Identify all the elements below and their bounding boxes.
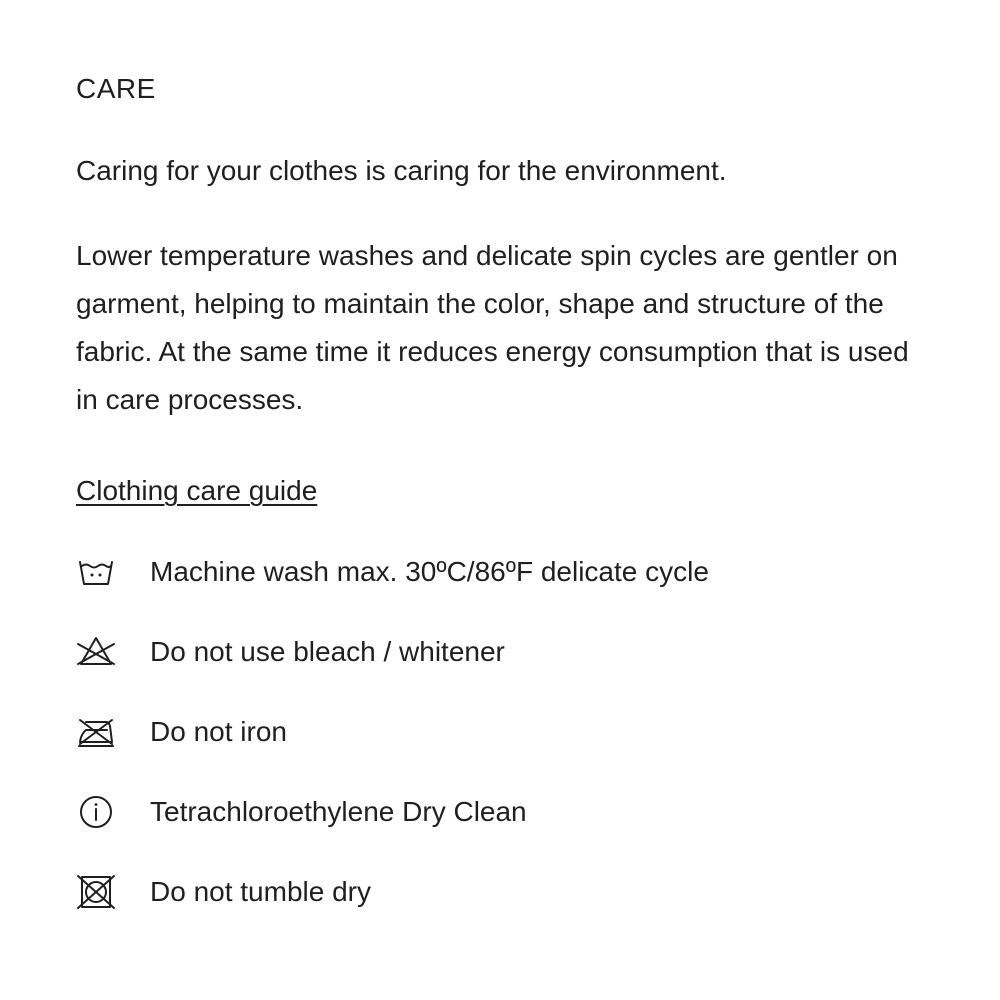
care-item-label: Tetrachloroethylene Dry Clean bbox=[150, 796, 527, 827]
care-item-label: Machine wash max. 30ºC/86ºF delicate cycle bbox=[150, 556, 709, 587]
care-item-label: Do not use bleach / whitener bbox=[150, 636, 505, 667]
care-item-no-bleach bbox=[76, 628, 709, 676]
intro-text: Caring for your clothes is caring for the environment. bbox=[76, 155, 727, 186]
no-iron-icon bbox=[76, 710, 120, 754]
care-item-dry-clean bbox=[76, 788, 709, 836]
no-bleach-icon bbox=[76, 630, 120, 674]
care-item-machine-wash bbox=[76, 548, 709, 596]
care-item-no-tumble-dry bbox=[76, 868, 709, 916]
dry-clean-p-icon bbox=[76, 790, 120, 834]
care-instructions-list bbox=[76, 548, 709, 948]
machine-wash-30-icon bbox=[76, 550, 120, 594]
clothing-care-guide-link[interactable]: Clothing care guide bbox=[76, 475, 318, 506]
care-item-label: Do not iron bbox=[150, 716, 287, 747]
no-tumble-dry-icon bbox=[76, 870, 120, 914]
care-item-no-iron bbox=[76, 708, 709, 756]
section-title: CARE bbox=[76, 73, 156, 104]
care-description: Lower temperature washes and delicate spin cycles are gentler on garment, helping to maintain the color, shape and structure of the fabric. At the same time it reduces energy consumption that is used in care processes. bbox=[76, 240, 909, 415]
care-item-label: Do not tumble dry bbox=[150, 876, 371, 907]
